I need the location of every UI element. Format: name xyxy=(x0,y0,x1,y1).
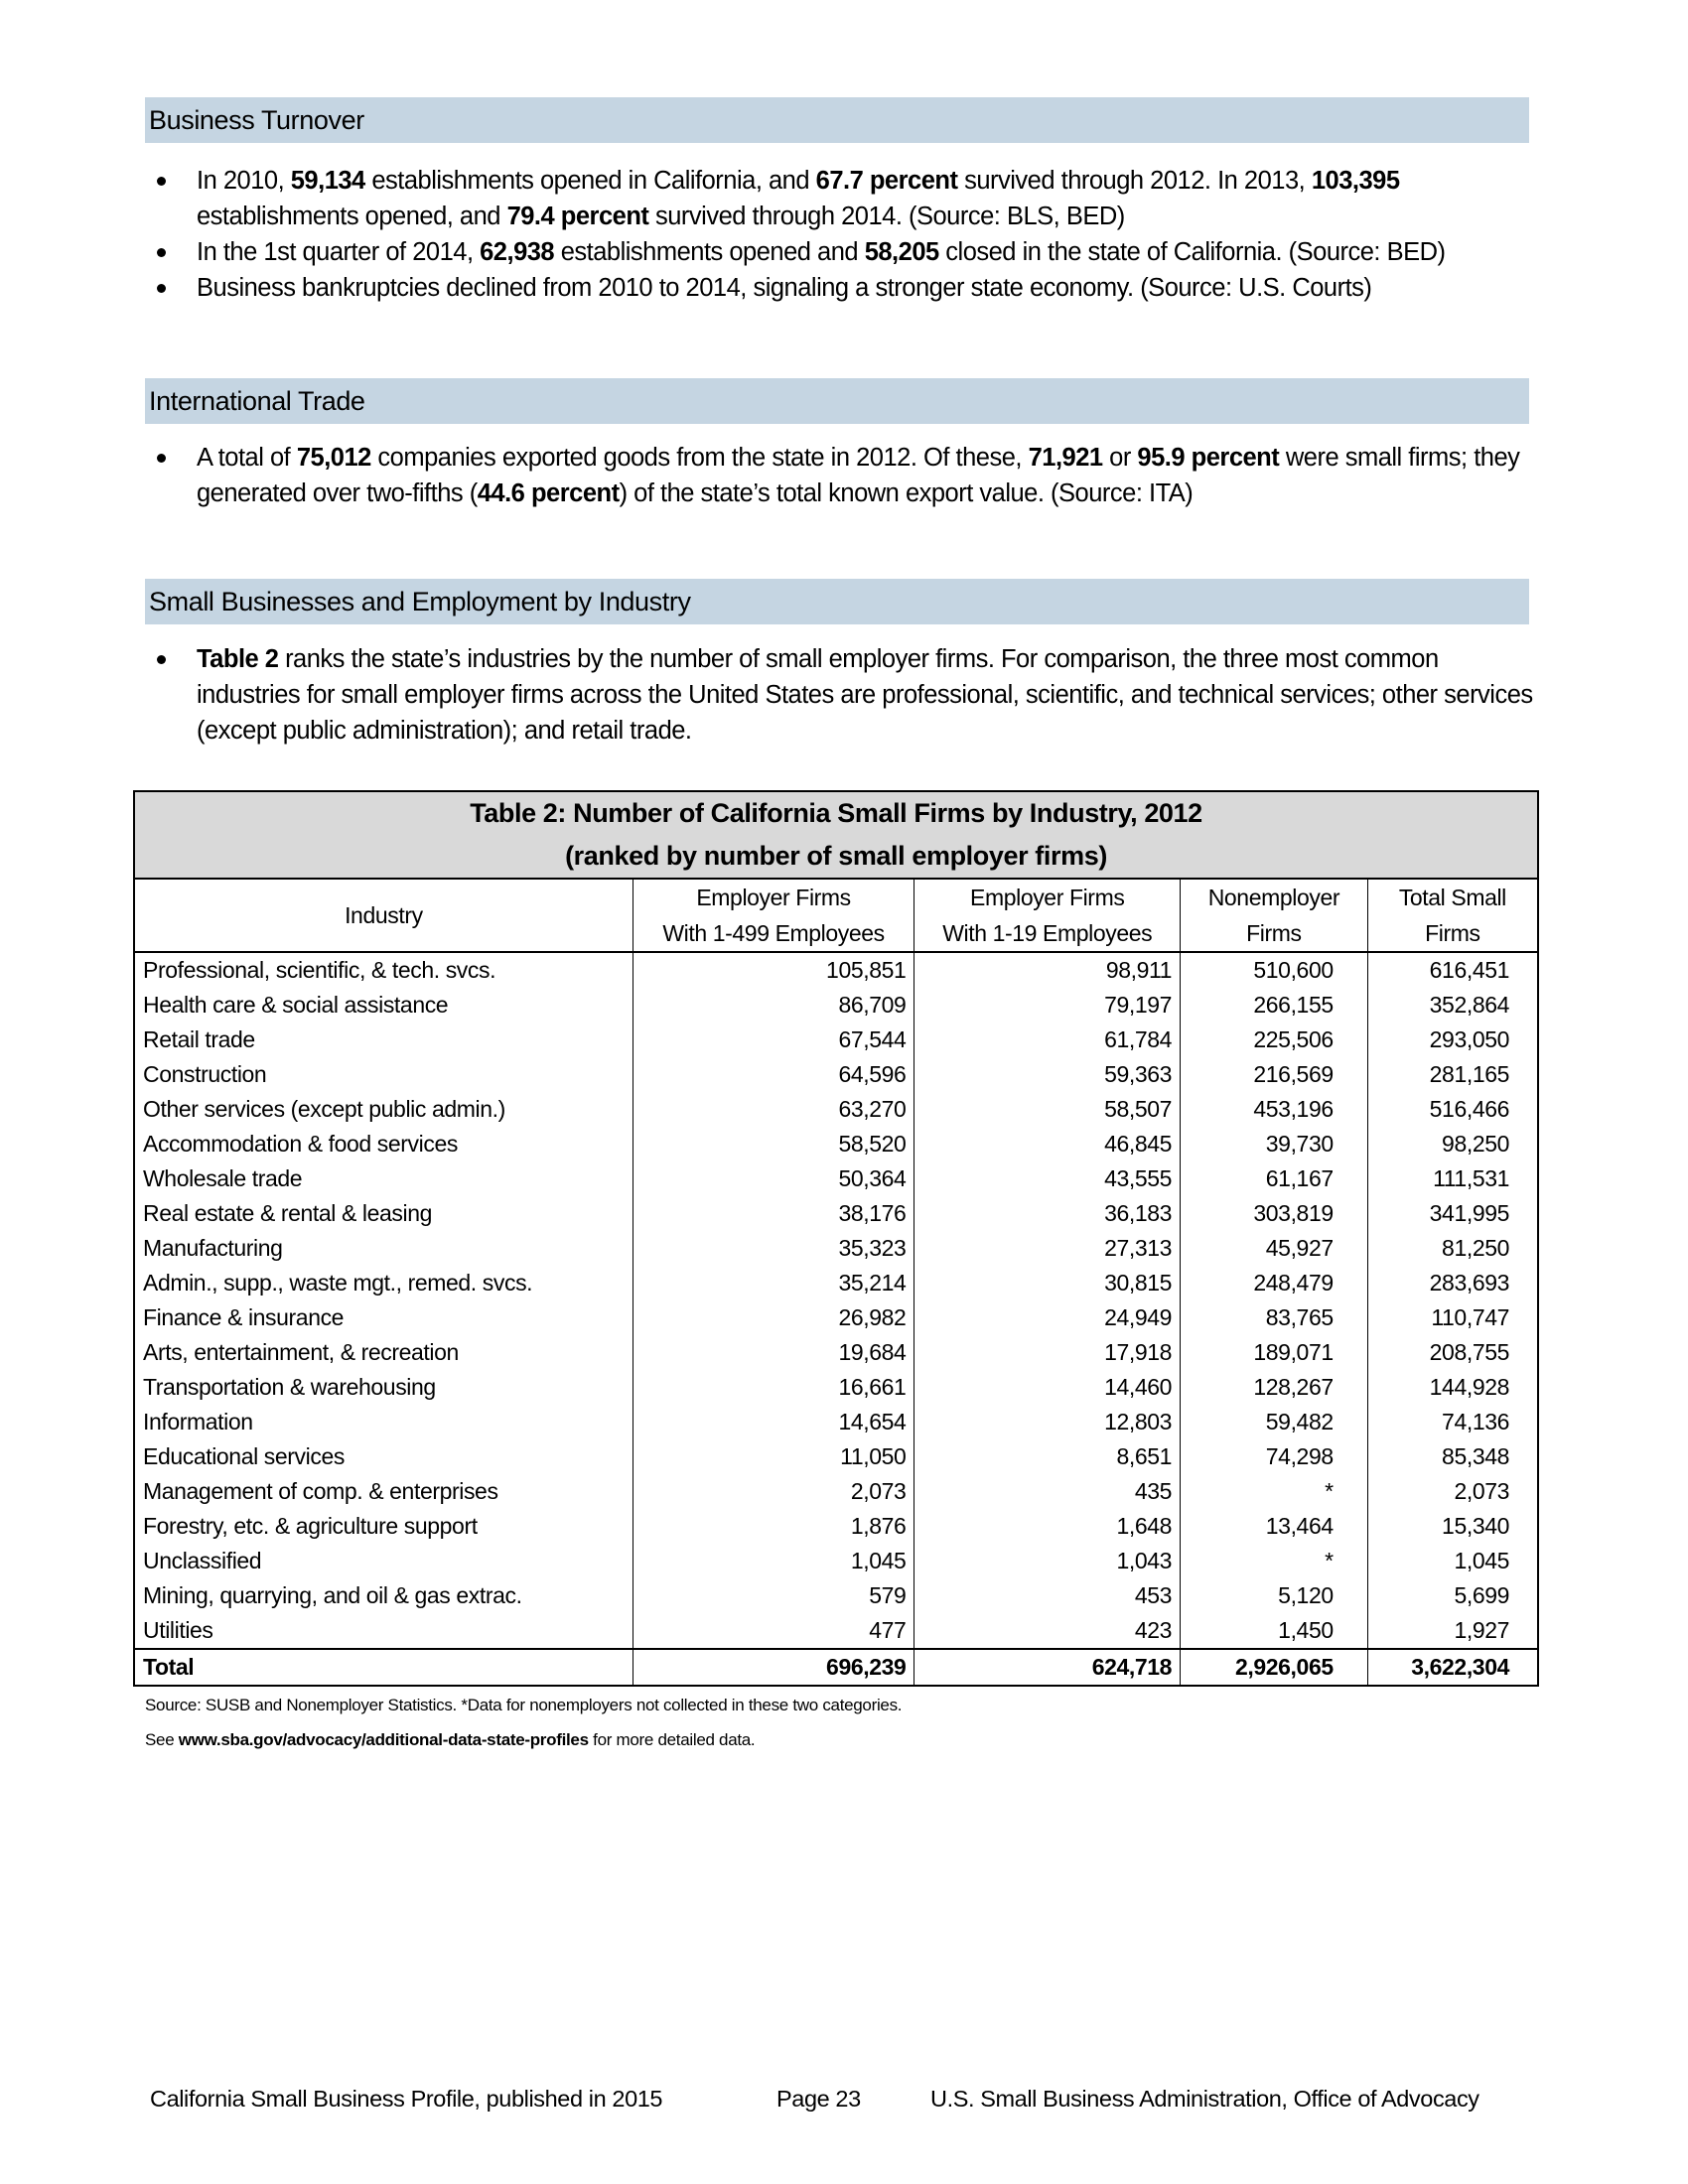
value-cell: 624,718 xyxy=(914,1649,1181,1686)
value-cell: 59,363 xyxy=(914,1057,1181,1092)
col-header-employer-1-499: Employer Firms With 1-499 Employees xyxy=(633,879,914,952)
value-cell: 85,348 xyxy=(1367,1439,1538,1474)
table-row xyxy=(134,1474,1538,1509)
value-cell: 144,928 xyxy=(1367,1370,1538,1405)
bullet-item xyxy=(145,163,1535,234)
value-cell: 81,250 xyxy=(1367,1231,1538,1266)
value-cell: 45,927 xyxy=(1181,1231,1368,1266)
value-cell: 1,043 xyxy=(914,1544,1181,1578)
value-cell: 63,270 xyxy=(633,1092,914,1127)
table-row xyxy=(134,1023,1538,1057)
value-cell: 453,196 xyxy=(1181,1092,1368,1127)
bullet-emphasis: 75,012 xyxy=(296,444,371,472)
value-cell: 98,250 xyxy=(1367,1127,1538,1161)
bullet-icon xyxy=(157,248,166,257)
table-row xyxy=(134,1544,1538,1578)
bullet-emphasis: 103,395 xyxy=(1311,167,1400,195)
value-cell: 105,851 xyxy=(633,952,914,988)
table-row xyxy=(134,1300,1538,1335)
value-cell: 30,815 xyxy=(914,1266,1181,1300)
bullet-text: survived through 2014. (Source: BLS, BED) xyxy=(648,203,1125,230)
bullet-text: companies exported goods from the state in 2012. Of these, xyxy=(370,444,1029,472)
bullet-item xyxy=(145,440,1535,511)
footer-publisher: U.S. Small Business Administration, Office of Advocacy xyxy=(930,2086,1479,2112)
value-cell: 216,569 xyxy=(1181,1057,1368,1092)
value-cell: 36,183 xyxy=(914,1196,1181,1231)
value-cell: 110,747 xyxy=(1367,1300,1538,1335)
industry-cell: Unclassified xyxy=(143,1548,262,1573)
bullet-item xyxy=(145,234,1535,270)
table-row xyxy=(134,1161,1538,1196)
value-cell: 27,313 xyxy=(914,1231,1181,1266)
see-suffix: for more detailed data. xyxy=(588,1730,756,1749)
bullet-emphasis: 79.4 percent xyxy=(506,203,649,230)
table-title-line-2: (ranked by number of small employer firms) xyxy=(565,841,1107,871)
bullet-emphasis: Table 2 xyxy=(197,645,279,673)
value-cell: 510,600 xyxy=(1181,952,1368,988)
bullet-emphasis: 67.7 percent xyxy=(815,167,958,195)
footer-publication: California Small Business Profile, published in 2015 xyxy=(150,2086,663,2112)
industry-cell: Retail trade xyxy=(143,1026,255,1052)
value-cell: 43,555 xyxy=(914,1161,1181,1196)
value-cell: 2,926,065 xyxy=(1181,1649,1368,1686)
value-cell: 38,176 xyxy=(633,1196,914,1231)
value-cell: 616,451 xyxy=(1367,952,1538,988)
table-row xyxy=(134,1405,1538,1439)
bullet-emphasis: 71,921 xyxy=(1028,444,1103,472)
value-cell: 293,050 xyxy=(1367,1023,1538,1057)
value-cell: 208,755 xyxy=(1367,1335,1538,1370)
value-cell: 5,120 xyxy=(1181,1578,1368,1613)
col-header-nonemployer: Nonemployer Firms xyxy=(1181,879,1368,952)
bullet-emphasis: 58,205 xyxy=(864,238,939,266)
value-cell: 50,364 xyxy=(633,1161,914,1196)
value-cell: 8,651 xyxy=(914,1439,1181,1474)
industry-cell: Management of comp. & enterprises xyxy=(143,1478,498,1504)
bullet-emphasis: 59,134 xyxy=(290,167,365,195)
bullet-icon xyxy=(157,655,166,664)
col-header-total-small: Total Small Firms xyxy=(1367,879,1538,952)
see-prefix: See xyxy=(145,1730,179,1749)
bullet-emphasis: 44.6 percent xyxy=(477,479,620,507)
industry-cell: Admin., supp., waste mgt., remed. svcs. xyxy=(143,1270,533,1296)
bullet-icon xyxy=(157,177,166,186)
value-cell: 58,507 xyxy=(914,1092,1181,1127)
value-cell: 74,298 xyxy=(1181,1439,1368,1474)
table-row xyxy=(134,1613,1538,1649)
value-cell: 17,918 xyxy=(914,1335,1181,1370)
industry-cell: Information xyxy=(143,1409,253,1434)
value-cell: 1,648 xyxy=(914,1509,1181,1544)
value-cell: 248,479 xyxy=(1181,1266,1368,1300)
value-cell: 341,995 xyxy=(1367,1196,1538,1231)
industry-cell: Health care & social assistance xyxy=(143,992,449,1018)
value-cell: 266,155 xyxy=(1181,988,1368,1023)
value-cell: 59,482 xyxy=(1181,1405,1368,1439)
value-cell: 435 xyxy=(914,1474,1181,1509)
value-cell: 303,819 xyxy=(1181,1196,1368,1231)
value-cell: 696,239 xyxy=(633,1649,914,1686)
value-cell: 86,709 xyxy=(633,988,914,1023)
industry-cell: Professional, scientific, & tech. svcs. xyxy=(143,957,496,983)
value-cell: 64,596 xyxy=(633,1057,914,1092)
bullet-text: ) of the state’s total known export value. (Source: ITA) xyxy=(619,479,1194,507)
bullet-text: survived through 2012. In 2013, xyxy=(957,167,1312,195)
value-cell: 189,071 xyxy=(1181,1335,1368,1370)
table-row xyxy=(134,1439,1538,1474)
col-header-industry: Industry xyxy=(134,879,633,952)
industry-cell: Wholesale trade xyxy=(143,1165,303,1191)
table-row xyxy=(134,1092,1538,1127)
business-turnover-bullets xyxy=(145,163,1535,306)
value-cell: 1,876 xyxy=(633,1509,914,1544)
section-header-international-trade: International Trade xyxy=(145,378,1529,424)
bullet-text: establishments opened and xyxy=(554,238,865,266)
value-cell: 579 xyxy=(633,1578,914,1613)
value-cell: 225,506 xyxy=(1181,1023,1368,1057)
bullet-text: In the 1st quarter of 2014, xyxy=(197,238,481,266)
table-row xyxy=(134,1509,1538,1544)
table-row xyxy=(134,1370,1538,1405)
value-cell: 35,323 xyxy=(633,1231,914,1266)
value-cell: 61,784 xyxy=(914,1023,1181,1057)
bullet-text: establishments opened, and xyxy=(197,203,507,230)
table-row xyxy=(134,1335,1538,1370)
data-profiles-link[interactable]: www.sba.gov/advocacy/additional-data-state-profiles xyxy=(178,1730,589,1749)
bullet-item xyxy=(145,641,1535,749)
industry-cell: Manufacturing xyxy=(143,1235,283,1261)
value-cell: 26,982 xyxy=(633,1300,914,1335)
section-header-business-turnover: Business Turnover xyxy=(145,97,1529,143)
value-cell: 83,765 xyxy=(1181,1300,1368,1335)
value-cell: 516,466 xyxy=(1367,1092,1538,1127)
bullet-icon xyxy=(157,284,166,293)
section-header-employment-by-industry: Small Businesses and Employment by Industry xyxy=(145,579,1529,624)
value-cell: 3,622,304 xyxy=(1367,1649,1538,1686)
industry-cell: Utilities xyxy=(143,1617,213,1643)
value-cell: 35,214 xyxy=(633,1266,914,1300)
industry-cell: Real estate & rental & leasing xyxy=(143,1200,433,1226)
value-cell: 5,699 xyxy=(1367,1578,1538,1613)
bullet-text: establishments opened in California, and xyxy=(364,167,816,195)
bullet-emphasis: 95.9 percent xyxy=(1137,444,1280,472)
industry-cell: Arts, entertainment, & recreation xyxy=(143,1339,459,1365)
value-cell: 14,654 xyxy=(633,1405,914,1439)
value-cell: 14,460 xyxy=(914,1370,1181,1405)
value-cell: 1,450 xyxy=(1181,1613,1368,1649)
value-cell: 58,520 xyxy=(633,1127,914,1161)
international-trade-bullets xyxy=(145,440,1535,511)
value-cell: 128,267 xyxy=(1181,1370,1368,1405)
value-cell: 16,661 xyxy=(633,1370,914,1405)
value-cell: 98,911 xyxy=(914,952,1181,988)
table-row xyxy=(134,988,1538,1023)
bullet-icon xyxy=(157,454,166,463)
bullet-text: closed in the state of California. (Source: BED) xyxy=(938,238,1446,266)
industry-cell: Transportation & warehousing xyxy=(143,1374,436,1400)
table-row xyxy=(134,952,1538,988)
bullet-text: Business bankruptcies declined from 2010 to 2014, signaling a stronger state economy. (Source: U.S. Courts) xyxy=(197,274,1372,302)
value-cell: 74,136 xyxy=(1367,1405,1538,1439)
bullet-text: were small firms; they generated over two-fifths ( xyxy=(197,444,1520,507)
industry-cell: Other services (except public admin.) xyxy=(143,1096,505,1122)
value-cell: 46,845 xyxy=(914,1127,1181,1161)
industry-cell: Construction xyxy=(143,1061,267,1087)
value-cell: 352,864 xyxy=(1367,988,1538,1023)
table-see-more-note xyxy=(145,1730,755,1750)
value-cell: 1,927 xyxy=(1367,1613,1538,1649)
industry-cell: Total xyxy=(134,1649,633,1686)
value-cell: 13,464 xyxy=(1181,1509,1368,1544)
value-cell: 1,045 xyxy=(1367,1544,1538,1578)
bullet-text: In 2010, xyxy=(197,167,291,195)
table-row xyxy=(134,1231,1538,1266)
value-cell: 79,197 xyxy=(914,988,1181,1023)
table-title-line-1: Table 2: Number of California Small Firms by Industry, 2012 xyxy=(470,798,1202,828)
industry-firms-table xyxy=(133,790,1539,1687)
value-cell: 12,803 xyxy=(914,1405,1181,1439)
bullet-text: or xyxy=(1102,444,1138,472)
value-cell: 2,073 xyxy=(633,1474,914,1509)
value-cell: * xyxy=(1181,1544,1368,1578)
table-row xyxy=(134,1196,1538,1231)
value-cell: 283,693 xyxy=(1367,1266,1538,1300)
industry-cell: Mining, quarrying, and oil & gas extrac. xyxy=(143,1582,522,1608)
value-cell: 11,050 xyxy=(633,1439,914,1474)
value-cell: 15,340 xyxy=(1367,1509,1538,1544)
value-cell: * xyxy=(1181,1474,1368,1509)
table-body xyxy=(134,952,1538,1686)
bullet-text: ranks the state’s industries by the number of small employer firms. For comparison, the three most common industries for small employer firms across the United States are professional, scientific, and technical services; other services (except public administration); and retail trade. xyxy=(197,645,1533,745)
value-cell: 423 xyxy=(914,1613,1181,1649)
table-total-row xyxy=(134,1649,1538,1686)
industry-cell: Accommodation & food services xyxy=(143,1131,458,1157)
footer-page-number: Page 23 xyxy=(776,2086,861,2112)
employment-by-industry-bullets xyxy=(145,641,1535,749)
table-title xyxy=(134,791,1538,879)
value-cell: 24,949 xyxy=(914,1300,1181,1335)
table-row xyxy=(134,1266,1538,1300)
value-cell: 2,073 xyxy=(1367,1474,1538,1509)
industry-cell: Educational services xyxy=(143,1443,345,1469)
table-row xyxy=(134,1127,1538,1161)
bullet-item xyxy=(145,270,1535,306)
value-cell: 477 xyxy=(633,1613,914,1649)
bullet-emphasis: 62,938 xyxy=(480,238,555,266)
industry-cell: Finance & insurance xyxy=(143,1304,345,1330)
value-cell: 67,544 xyxy=(633,1023,914,1057)
bullet-text: A total of xyxy=(197,444,297,472)
value-cell: 39,730 xyxy=(1181,1127,1368,1161)
value-cell: 61,167 xyxy=(1181,1161,1368,1196)
col-header-employer-1-19: Employer Firms With 1-19 Employees xyxy=(914,879,1181,952)
table-source-note: Source: SUSB and Nonemployer Statistics. *Data for nonemployers not collected in these two categories. xyxy=(145,1696,903,1714)
industry-cell: Forestry, etc. & agriculture support xyxy=(143,1513,478,1539)
value-cell: 281,165 xyxy=(1367,1057,1538,1092)
value-cell: 453 xyxy=(914,1578,1181,1613)
table-row xyxy=(134,1057,1538,1092)
value-cell: 111,531 xyxy=(1367,1161,1538,1196)
value-cell: 19,684 xyxy=(633,1335,914,1370)
table-row xyxy=(134,1578,1538,1613)
value-cell: 1,045 xyxy=(633,1544,914,1578)
